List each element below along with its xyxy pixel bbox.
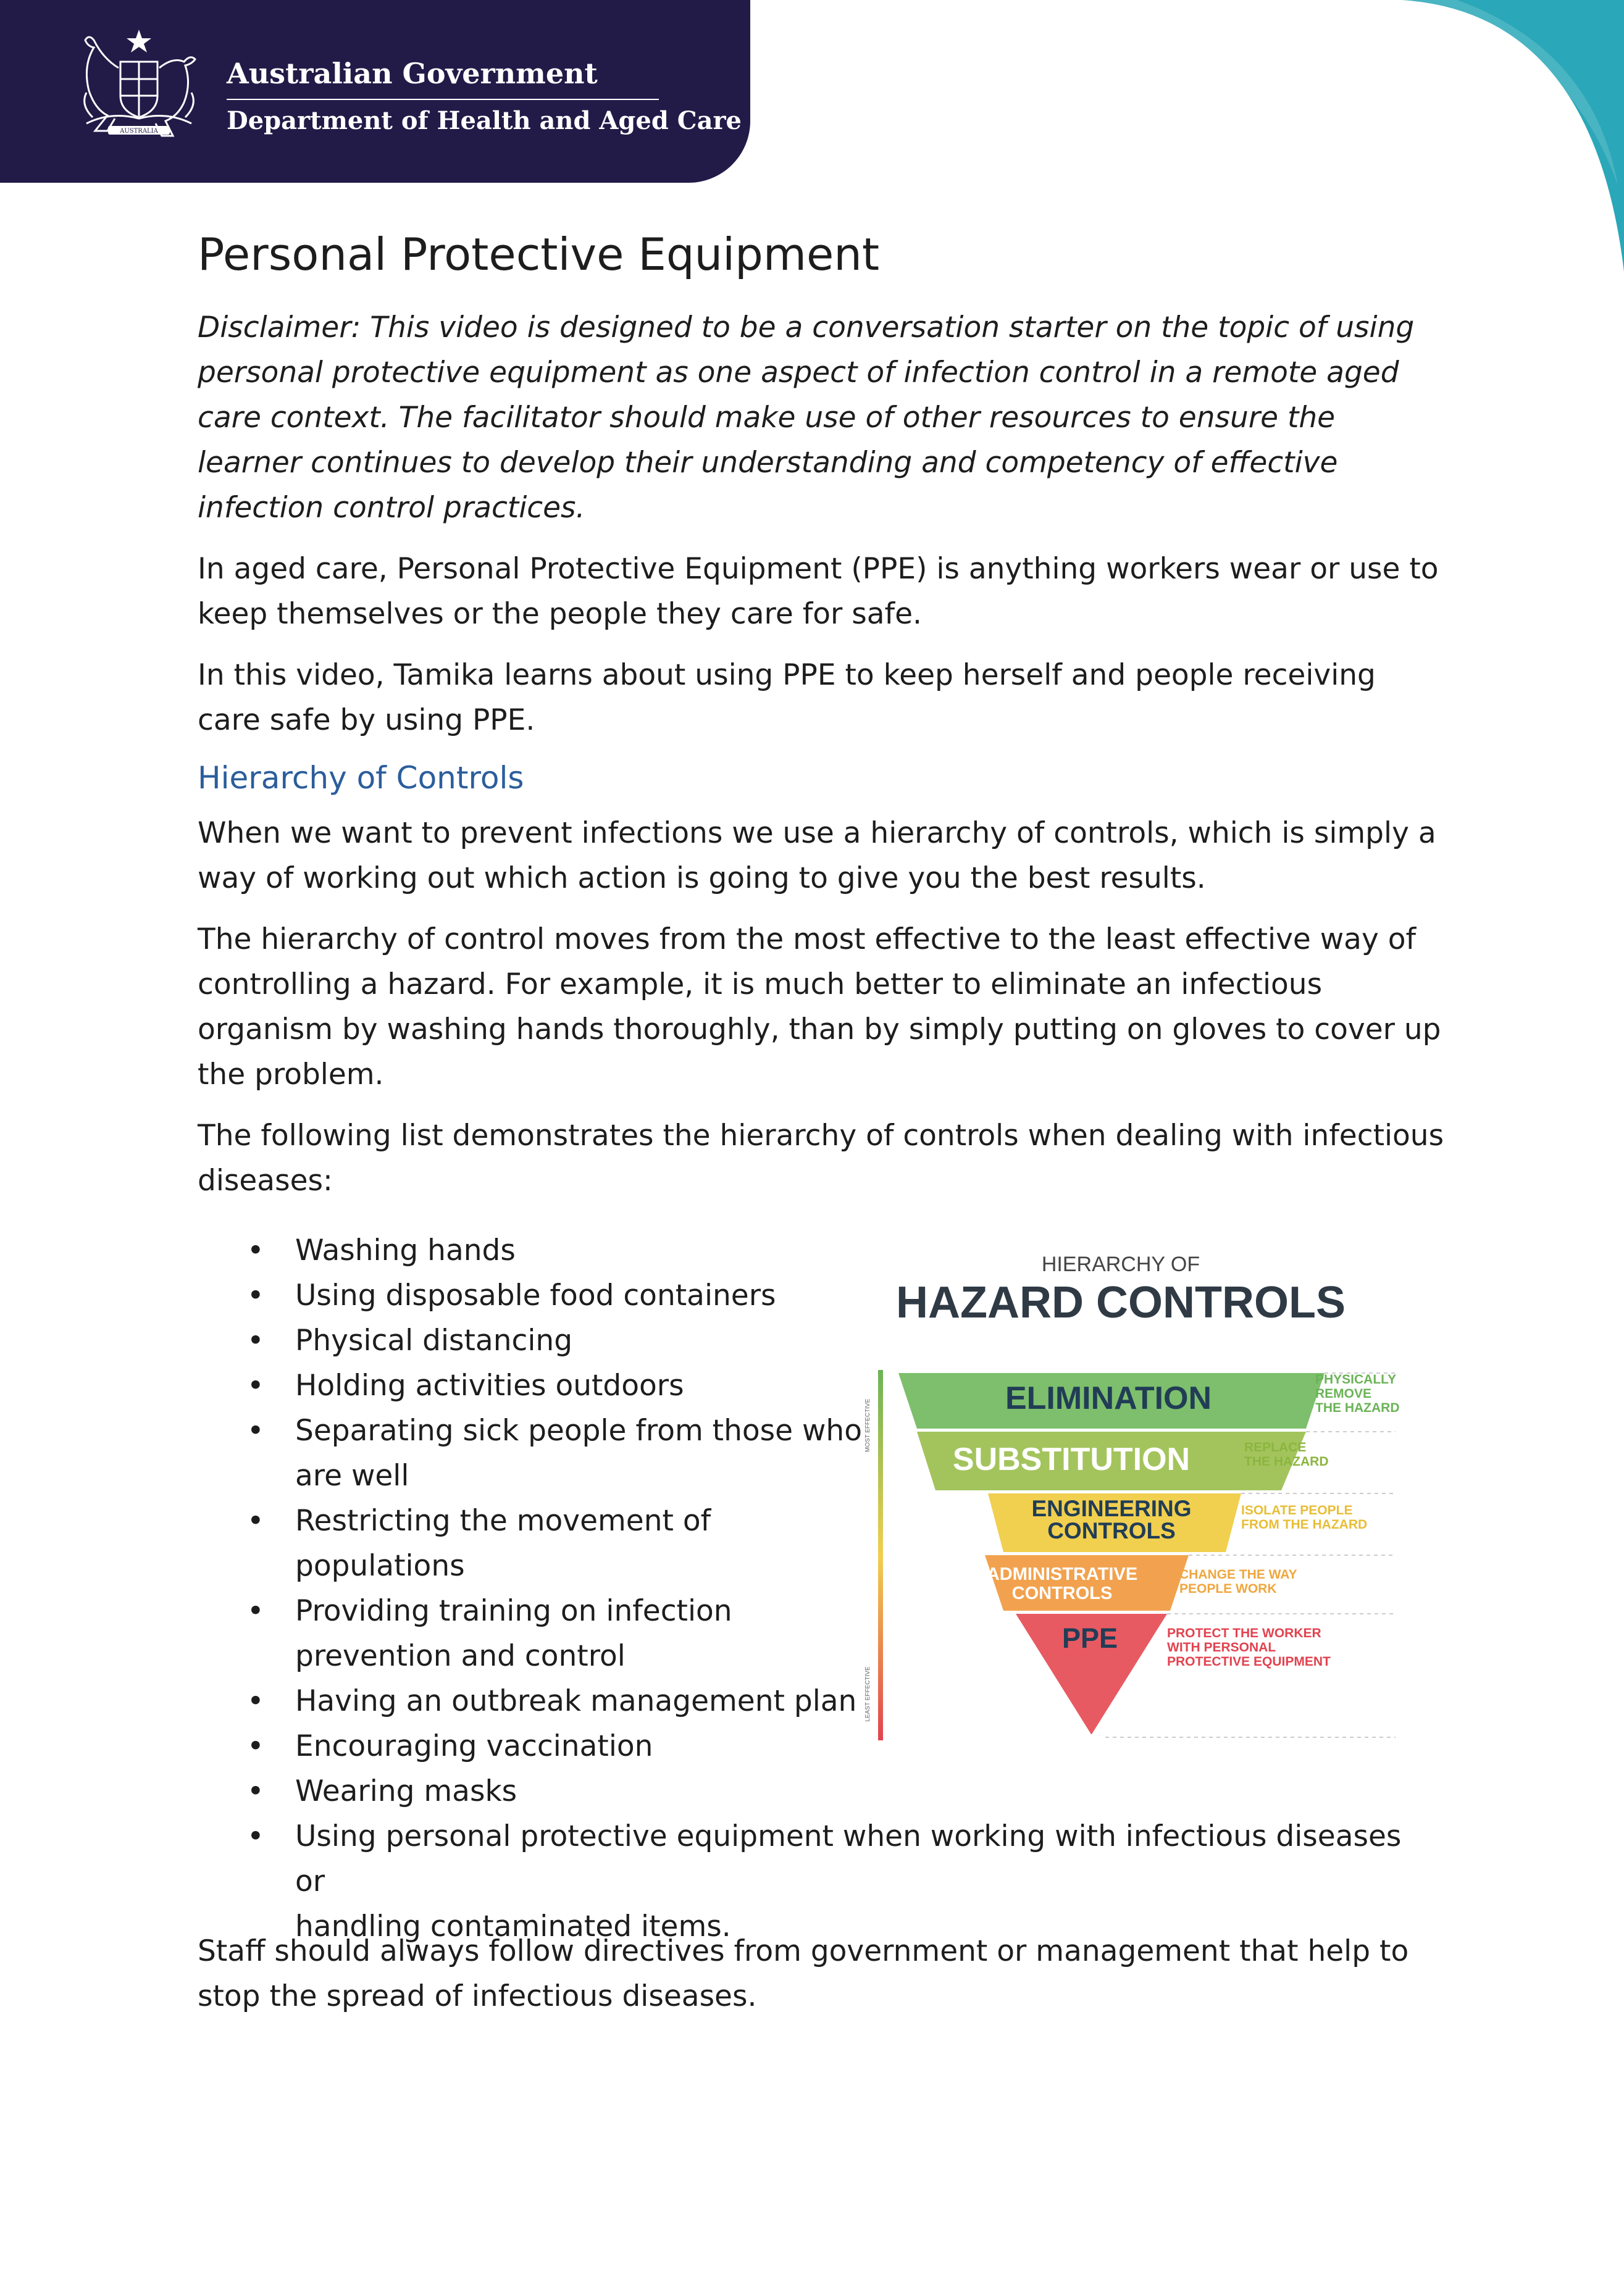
bullet-icon: • xyxy=(247,1819,264,1853)
axis-label-bottom: LEAST EFFECTIVE xyxy=(864,1666,871,1722)
list-item: • Having an outbreak management plan xyxy=(198,1679,1433,1724)
bullet-icon: • xyxy=(247,1279,264,1313)
hazard-level-description: THE HAZARD xyxy=(1315,1401,1400,1415)
hazard-level-description: PROTECT THE WORKER xyxy=(1167,1626,1321,1640)
graphic-title: HAZARD CONTROLS xyxy=(896,1278,1346,1327)
hazard-level-description: PROTECTIVE EQUIPMENT xyxy=(1167,1655,1331,1669)
section-paragraph-2: The hierarchy of control moves from the most effective to the least effective way of controlling a hazard. For example, it is much better to eliminate an infectious organism by washing hands thoroughly, than by simply putting on gloves to cover up the problem. xyxy=(198,922,1441,1092)
list-item: • Washing hands xyxy=(198,1228,1433,1273)
section-heading: Hierarchy of Controls xyxy=(198,760,524,796)
effectiveness-axis xyxy=(878,1370,883,1740)
hazard-level-description: CHANGE THE WAY xyxy=(1179,1568,1297,1582)
closing-paragraph: Staff should always follow directives from government or management that help to stop the spread of infectious diseases. xyxy=(198,1934,1409,2013)
bullet-icon: • xyxy=(247,1684,264,1718)
list-item: • Providing training on infection prevention and control xyxy=(198,1588,1024,1679)
bullet-icon: • xyxy=(247,1594,264,1628)
header-banner xyxy=(0,0,750,183)
header-divider xyxy=(227,99,659,100)
government-name: Australian Government xyxy=(227,57,598,90)
hazard-level-name: ENGINEERING xyxy=(1031,1496,1192,1521)
intro-paragraph-1: In aged care, Personal Protective Equipment (PPE) is anything workers wear or use to keep themselves or the people they care for safe. xyxy=(198,552,1439,631)
list-item: • Encouraging vaccination xyxy=(198,1724,1433,1769)
hazard-level-description: ISOLATE PEOPLE xyxy=(1241,1503,1353,1517)
hazard-level-description: THE HAZARD xyxy=(1244,1455,1329,1469)
graphic-kicker: HIERARCHY OF xyxy=(1041,1253,1200,1276)
bullet-icon: • xyxy=(247,1234,264,1267)
intro-paragraph-2: In this video, Tamika learns about using PPE to keep herself and people receiving care safe by using PPE. xyxy=(198,658,1376,737)
axis-label-top: MOST EFFECTIVE xyxy=(864,1398,871,1453)
disclaimer: Disclaimer: This video is designed to be a conversation starter on the topic of using personal protective equipment as one aspect of infection control in a remote aged care context. The facilitator should make use of other resources to ensure the learner continues to develop their understanding and competency of effective infection control practices. xyxy=(198,311,1415,525)
hazard-level-name: CONTROLS xyxy=(1011,1584,1113,1603)
hazard-controls-graphic xyxy=(858,1240,1414,1759)
bullet-icon: • xyxy=(247,1369,264,1403)
bullet-icon: • xyxy=(247,1504,264,1538)
coat-of-arms-icon xyxy=(62,25,216,142)
svg-text:AUSTRALIA: AUSTRALIA xyxy=(120,128,158,135)
hazard-level-description: PEOPLE WORK xyxy=(1179,1582,1277,1596)
hazard-level-name: ELIMINATION xyxy=(1005,1380,1212,1416)
list-item: • Separating sick people from those who are well xyxy=(198,1408,1024,1498)
hazard-level-name: PPE xyxy=(1061,1622,1118,1654)
page-title: Personal Protective Equipment xyxy=(198,228,880,280)
section-paragraph-1: When we want to prevent infections we use a hierarchy of controls, which is simply a way of working out which action is going to give you the best results. xyxy=(198,816,1436,895)
controls-list-section xyxy=(198,1228,1445,1943)
bullet-icon: • xyxy=(247,1774,264,1808)
list-item: • Restricting the movement of populations xyxy=(198,1498,1024,1588)
bullet-icon: • xyxy=(247,1414,264,1448)
department-name: Department of Health and Aged Care xyxy=(227,106,742,135)
hazard-level-name: SUBSTITUTION xyxy=(952,1442,1191,1477)
document-body xyxy=(198,228,1445,2035)
list-item: • Wearing masks xyxy=(198,1769,1433,1814)
hazard-level-description: PHYSICALLY xyxy=(1315,1372,1397,1387)
list-item: • Using disposable food containers xyxy=(198,1273,1433,1318)
section-paragraph-3: The following list demonstrates the hierarchy of controls when dealing with infectious diseases: xyxy=(198,1119,1444,1198)
hazard-level-description: FROM THE HAZARD xyxy=(1241,1517,1368,1532)
hazard-level-description: REMOVE xyxy=(1315,1387,1372,1401)
hazard-level-description: WITH PERSONAL xyxy=(1167,1640,1276,1655)
hazard-level-name: ADMINISTRATIVE xyxy=(986,1564,1138,1584)
bullet-icon: • xyxy=(247,1729,264,1763)
list-item: • Using personal protective equipment when working with infectious diseases or handling contaminated items. xyxy=(198,1814,1433,1949)
bullet-icon: • xyxy=(247,1324,264,1358)
hazard-level-name: CONTROLS xyxy=(1047,1518,1176,1543)
list-item: • Physical distancing xyxy=(198,1318,1433,1363)
list-item: • Holding activities outdoors xyxy=(198,1363,1433,1408)
hazard-level-description: REPLACE xyxy=(1244,1440,1307,1455)
